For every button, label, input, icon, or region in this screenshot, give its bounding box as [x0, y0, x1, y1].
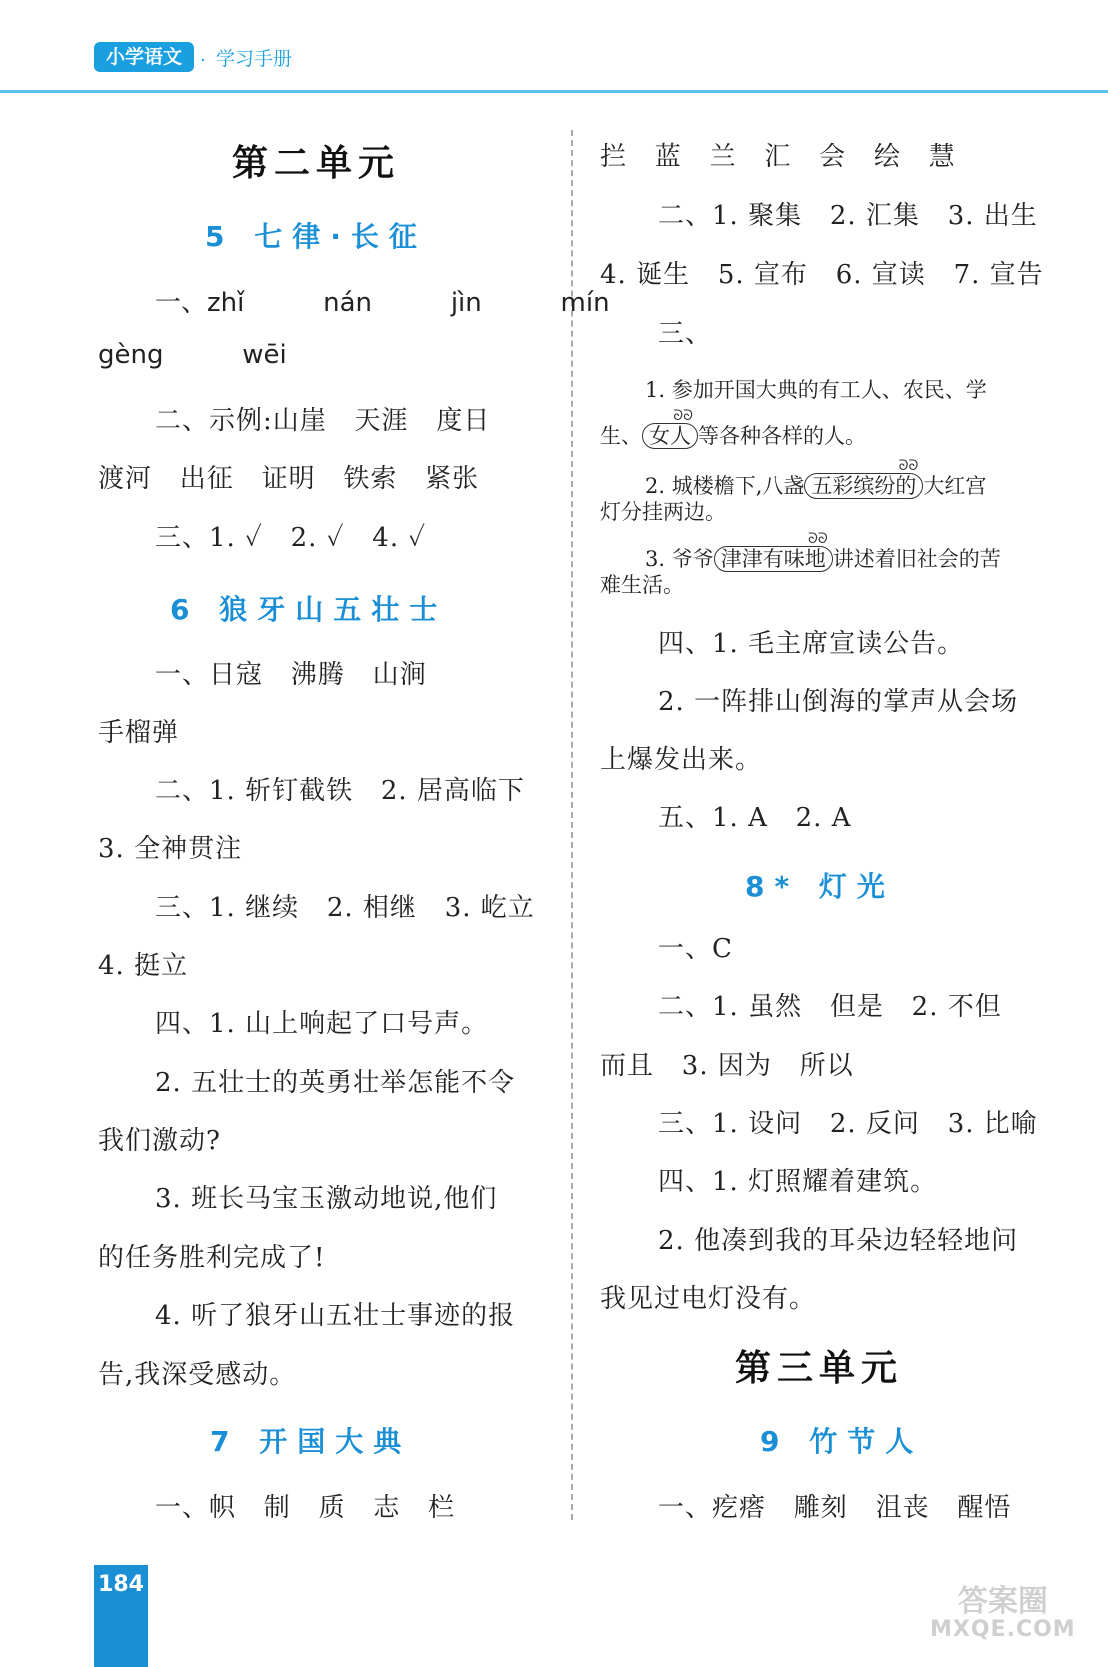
l5-q3: 三、1. ✓ 2. ✓ 4. ✓ [155, 523, 427, 553]
circled-word-3 [714, 531, 833, 572]
l7-q2-line2: 4. 诞生 5. 宣布 6. 宣读 7. 宣告 [600, 260, 1044, 290]
l7-q3-s2-post: 大红宫 [923, 474, 987, 498]
l8-q4-line3: 我见过电灯没有。 [600, 1284, 817, 1314]
correction-mark-icon: ᘐᘐ [808, 531, 828, 547]
l7-q3-s2-pre: 2. 城楼檐下,八盏 [645, 474, 805, 498]
header-separator: · [200, 50, 206, 71]
lesson-8-title: 8* 灯光 [745, 870, 895, 903]
l7-q2-line1: 二、1. 聚集 2. 汇集 3. 出生 [658, 201, 1038, 231]
circled-word-1-text: 女人 [649, 424, 691, 448]
book-subtitle: 学习手册 [216, 48, 293, 70]
l6-q2-line1: 二、1. 斩钉截铁 2. 居高临下 [155, 776, 525, 806]
page-number: 184 [98, 1572, 144, 1597]
l7-q4-line1: 四、1. 毛主席宣读公告。 [658, 629, 965, 659]
header-rule [0, 90, 1108, 93]
l6-q1-line2: 手榴弹 [98, 718, 180, 748]
watermark-main: 答案圈 [957, 1584, 1048, 1619]
l5-pinyin-2: gèng wēi [98, 340, 287, 370]
l5-pinyin-1: 一、zhǐ nán jìn mín [155, 288, 610, 318]
l6-q4-line5: 的任务胜利完成了! [98, 1243, 326, 1273]
l7-q3-s1-line1: 1. 参加开国大典的有工人、农民、学 [645, 378, 987, 402]
l8-q4-line2: 2. 他凑到我的耳朵边轻轻地问 [658, 1226, 1019, 1256]
l7-q5: 五、1. A 2. A [658, 803, 852, 833]
l5-q2-line2: 渡河 出征 证明 铁索 紧张 [98, 464, 480, 494]
lesson-6-title: 6 狼牙山五壮士 [170, 593, 448, 626]
correction-mark-icon: ᘐᘐ [898, 458, 919, 474]
l8-q1: 一、C [658, 934, 733, 964]
column-divider [571, 130, 573, 1520]
watermark-url: MXQE.COM [930, 1617, 1076, 1642]
l7-q3-s3-pre: 3. 爷爷 [645, 547, 714, 571]
l7-q1-continued: 拦 蓝 兰 汇 会 绘 慧 [600, 142, 956, 172]
unit-three-title: 第三单元 [735, 1348, 904, 1389]
l7-q3-s2-line2: 灯分挂两边。 [600, 500, 726, 524]
l7-q3-s1-pre: 生、 [600, 424, 642, 448]
l8-q3: 三、1. 设问 2. 反问 3. 比喻 [658, 1109, 1038, 1139]
lesson-9-title: 9 竹节人 [760, 1425, 924, 1458]
l7-q3-s3-line2: 难生活。 [600, 573, 684, 597]
lesson-5-title: 5 七律·长征 [205, 220, 427, 253]
l6-q4-line2: 2. 五壮士的英勇壮举怎能不令 [155, 1068, 516, 1098]
l8-q2-line1: 二、1. 虽然 但是 2. 不但 [658, 992, 1002, 1022]
unit-two-title: 第二单元 [232, 143, 401, 184]
l7-q1: 一、帜 制 质 志 栏 [155, 1493, 456, 1523]
l5-q2-line1: 二、示例:山崖 天涯 度日 [155, 406, 491, 436]
circled-word-3-text: 津津有味地 [720, 547, 826, 571]
correction-mark-icon: ᘐᘐ [673, 408, 693, 424]
l7-q3-s1-post: 等各种各样的人。 [698, 424, 866, 448]
l7-q3-s3-line1 [645, 531, 1001, 573]
circled-word-2-text: 五彩缤纷的 [811, 474, 917, 498]
l6-q4-line3: 我们激动? [98, 1126, 221, 1156]
l7-q4-line2: 2. 一阵排山倒海的掌声从会场 [658, 687, 1019, 717]
l9-q1: 一、疙瘩 雕刻 沮丧 醒悟 [658, 1493, 1012, 1523]
l6-q4-line6: 4. 听了狼牙山五壮士事迹的报 [155, 1301, 516, 1331]
l6-q4-line1: 四、1. 山上响起了口号声。 [155, 1009, 489, 1039]
l6-q3-line1: 三、1. 继续 2. 相继 3. 屹立 [155, 893, 535, 923]
circled-word-1 [642, 408, 698, 449]
l7-q3-s3-post: 讲述着旧社会的苦 [832, 547, 1001, 571]
circled-word-2 [804, 458, 923, 499]
l7-q3-label: 三、 [658, 319, 713, 349]
l6-q4-line7: 告,我深受感动。 [98, 1360, 297, 1390]
l6-q1-line1: 一、日寇 沸腾 山涧 [155, 660, 427, 690]
lesson-7-title: 7 开国大典 [210, 1425, 412, 1458]
l7-q3-s1-line2 [600, 408, 866, 450]
l7-q4-line3: 上爆发出来。 [600, 745, 763, 775]
l6-q2-line2: 3. 全神贯注 [98, 834, 243, 864]
l6-q4-line4: 3. 班长马宝玉激动地说,他们 [155, 1184, 498, 1214]
l8-q2-line2: 而且 3. 因为 所以 [600, 1051, 854, 1081]
l6-q3-line2: 4. 挺立 [98, 951, 189, 981]
watermark [930, 1585, 1076, 1642]
l8-q4-line1: 四、1. 灯照耀着建筑。 [658, 1167, 938, 1197]
book-series-badge: 小学语文 [94, 42, 194, 72]
